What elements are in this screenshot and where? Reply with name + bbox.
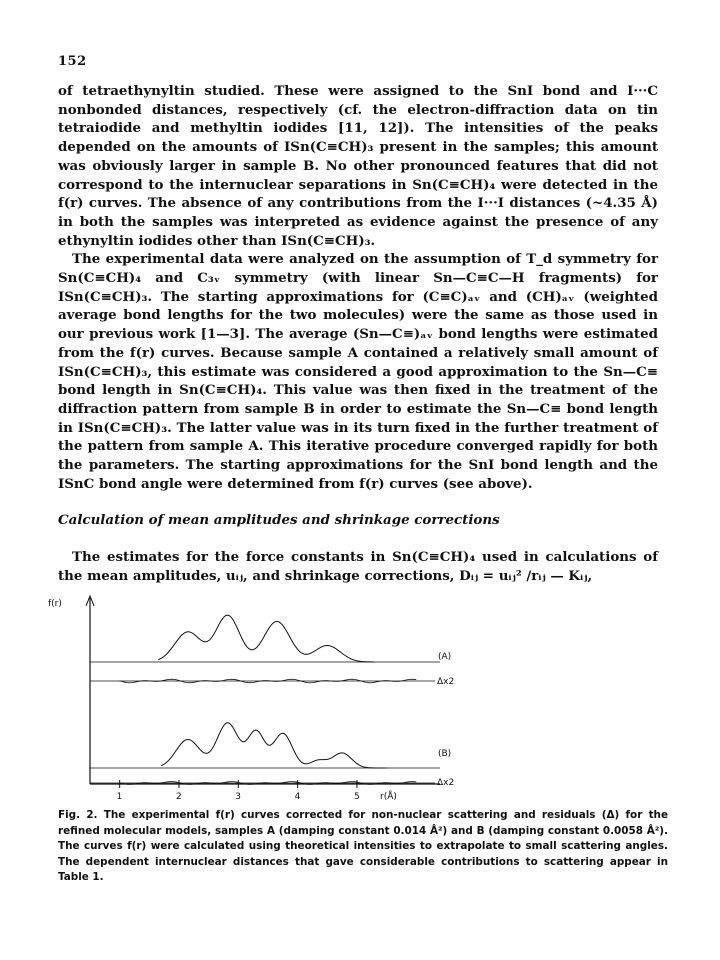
x-tick-label-2: 2 xyxy=(175,792,182,802)
paragraph-1: of tetraethynyltin studied. These were assigned to the SnI bond and I···C nonbonded distances, respectively (cf. the electron-diffraction data on tin tetraiodide and methyltin iodides [11, 12]). The intensities of the peaks depended on the amounts of ISn(C≡CH)₃ present in the samples; this amount was obviously larger in sample B. No other pronounced features that did not correspond to the internuclear separations in Sn(C≡CH)₄ were detected in the f(r) curves. The absence of any contributions from the I···I distances (~4.35 Å) in both the samples was interpreted as evidence against the presence of any ethynyltin iodides other than ISn(C≡CH)₃. xyxy=(58,83,658,249)
body-text xyxy=(58,82,658,493)
label-a: (A) xyxy=(438,652,452,662)
section-heading: Calculation of mean amplitudes and shrinkage corrections xyxy=(58,512,500,528)
x-tick-label-1: 1 xyxy=(116,792,123,802)
x-axis-label: r(Å) xyxy=(380,792,397,802)
x-tick-label-3: 3 xyxy=(235,792,242,802)
page-number: 152 xyxy=(58,54,87,69)
caption-text: Fig. 2. The experimental f(r) curves corrected for non-nuclear scattering and residuals (Δ) for the refined molecular models, samples A (damping constant 0.014 Å²) and B (damping constant 0.0058 Å²). The curves f(r) were calculated using theoretical intensities to extrapolate to small scattering angles. The dependent internuclear distances that gave considerable contributions to scattering appear in Table 1. xyxy=(58,809,668,884)
curve-a xyxy=(158,615,375,662)
curve-b xyxy=(161,723,386,768)
x-tick-label-5: 5 xyxy=(353,792,360,802)
figure-caption xyxy=(58,808,668,886)
label-b: (B) xyxy=(438,749,452,759)
label-b-residual: Δx2 xyxy=(437,778,455,788)
paragraph-3: The estimates for the force constants in Sn(C≡CH)₄ used in calculations of the mean amplitudes, uᵢⱼ, and shrinkage corrections, Dᵢⱼ = uᵢⱼ² /rᵢⱼ — Kᵢⱼ, xyxy=(58,549,658,584)
y-axis-label: f(r) xyxy=(48,599,62,609)
label-a-residual: Δx2 xyxy=(437,677,455,687)
body-text-continued xyxy=(58,548,658,585)
paragraph-2: The experimental data were analyzed on the assumption of T_d symmetry for Sn(C≡CH)₄ and C₃ᵥ symmetry (with linear Sn—C≡C—H fragments) for ISn(C≡CH)₃. The starting approximations for (C≡C)ₐᵥ and (CH)ₐᵥ (weighted average bond lengths for the two molecules) were the same as those used in our previous work [1—3]. The average (Sn—C≡)ₐᵥ bond lengths were estimated from the f(r) curves. Because sample A contained a relatively small amount of ISn(C≡CH)₃, this estimate was considered a good approximation to the Sn—C≡ bond length in Sn(C≡CH)₄. This value was then fixed in the treatment of the diffraction pattern from sample B in order to estimate the Sn—C≡ bond length in ISn(C≡CH)₃. The latter value was in its turn fixed in the further treatment of the pattern from sample A. This iterative procedure converged rapidly for both the parameters. The starting approximations for the SnI bond length and the ISnC bond angle were determined from f(r) curves (see above). xyxy=(58,251,658,492)
fr-curves-figure xyxy=(40,592,480,802)
x-tick-label-4: 4 xyxy=(294,792,301,802)
